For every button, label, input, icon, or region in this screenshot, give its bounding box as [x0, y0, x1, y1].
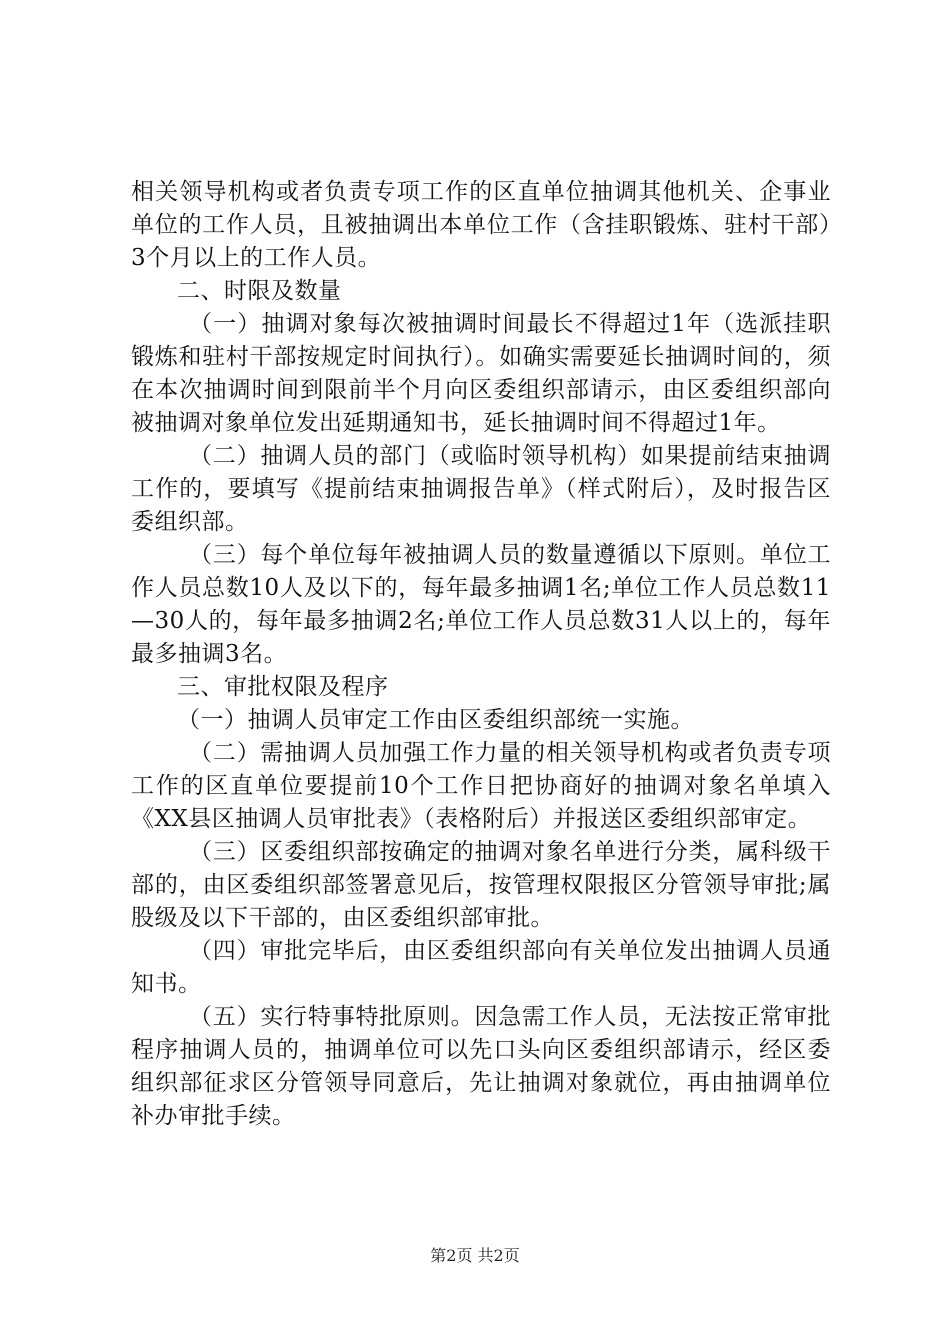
paragraph-2-1: （一）抽调对象每次被抽调时间最长不得超过1年（选派挂职锻炼和驻村干部按规定时间执行）。如确实需要延长抽调时间的，须在本次抽调时间到限前半个月向区委组织部请示，由区委组织部向被抽调对象单位发出延期通知书，延长抽调时间不得超过1年。 [131, 311, 831, 436]
paragraph-continuation: 相关领导机构或者负责专项工作的区直单位抽调其他机关、企事业单位的工作人员，且被抽调出本单位工作（含挂职锻炼、驻村干部）3个月以上的工作人员。 [131, 179, 831, 271]
paragraph-3-5: （五）实行特事特批原则。因急需工作人员，无法按正常审批程序抽调人员的，抽调单位可以先口头向区委组织部请示，经区委组织部征求区分管领导同意后，先让抽调对象就位，再由抽调单位补办审批手续。 [131, 1004, 831, 1129]
page-footer: 第2页 共2页 [430, 1246, 520, 1265]
paragraph-2-3: （三）每个单位每年被抽调人员的数量遵循以下原则。单位工作人员总数10人及以下的，每年最多抽调1名;单位工作人员总数11—30人的，每年最多抽调2名;单位工作人员总数31人以上的，每年最多抽调3名。 [131, 542, 831, 667]
section-heading-3: 三、审批权限及程序 [177, 674, 389, 700]
paragraph-3-1: （一）抽调人员审定工作由区委组织部统一实施。 [177, 707, 694, 733]
paragraph-3-3: （三）区委组织部按确定的抽调对象名单进行分类，属科级干部的，由区委组织部签署意见后，按管理权限报区分管领导审批;属股级及以下干部的，由区委组织部审批。 [131, 839, 831, 931]
document-body [131, 176, 831, 1133]
section-heading-2: 二、时限及数量 [177, 278, 342, 304]
paragraph-2-2: （二）抽调人员的部门（或临时领导机构）如果提前结束抽调工作的，要填写《提前结束抽调报告单》（样式附后），及时报告区委组织部。 [131, 443, 831, 535]
paragraph-3-2: （二）需抽调人员加强工作力量的相关领导机构或者负责专项工作的区直单位要提前10个工作日把协商好的抽调对象名单填入《XX县区抽调人员审批表》（表格附后）并报送区委组织部审定。 [131, 740, 831, 832]
paragraph-3-4: （四）审批完毕后，由区委组织部向有关单位发出抽调人员通知书。 [131, 938, 831, 997]
